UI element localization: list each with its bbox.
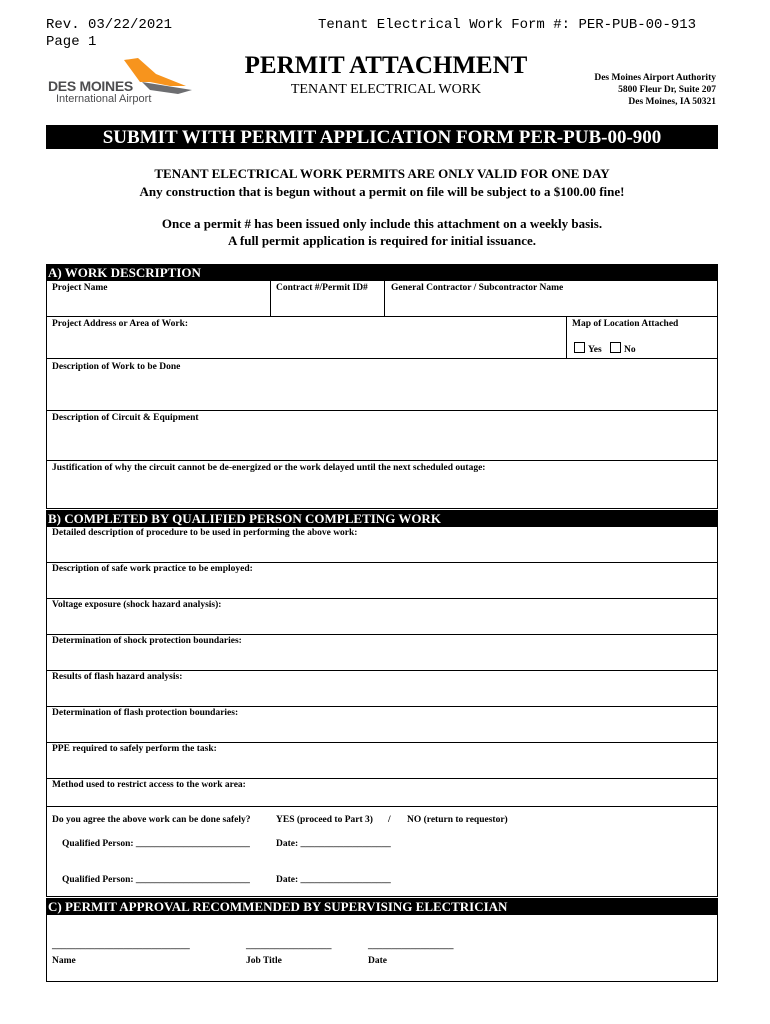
contractor-name-label: General Contractor / Subcontractor Name [391, 283, 564, 293]
address-line-2: 5800 Fleur Dr, Suite 207 [618, 85, 716, 95]
agree-yes-option[interactable]: YES (proceed to Part 3) [276, 815, 373, 825]
qualified-person-1[interactable]: Qualified Person: ________________________ [62, 839, 250, 849]
voltage-exposure-field[interactable] [47, 613, 717, 633]
circuit-description-field[interactable] [47, 426, 717, 459]
notice-valid-one-day: TENANT ELECTRICAL WORK PERMITS ARE ONLY VALID FOR ONE DAY [154, 166, 610, 181]
work-description-label: Description of Work to be Done [52, 362, 181, 372]
safe-work-practice-label: Description of safe work practice to be employed: [52, 564, 253, 574]
no-label: No [624, 345, 636, 355]
agree-separator: / [388, 815, 391, 825]
page-number: Page 1 [46, 34, 97, 50]
supervisor-date-label: Date [368, 956, 387, 966]
page-subtitle: TENANT ELECTRICAL WORK [290, 82, 482, 97]
submit-banner: SUBMIT WITH PERMIT APPLICATION FORM PER-PUB-00-900 [46, 125, 718, 149]
revision-date: Rev. 03/22/2021 [46, 17, 173, 33]
justification-field[interactable] [47, 476, 717, 508]
notice-weekly: Once a permit # has been issued only include this attachment on a weekly basis. [161, 216, 603, 231]
notice-full-application: A full permit application is required for initial issuance. [227, 233, 537, 248]
procedure-field[interactable] [47, 541, 717, 561]
contract-id-field[interactable] [271, 296, 383, 315]
qualified-date-1[interactable]: Date: ___________________ [276, 839, 391, 849]
logo-text-des-moines: DES MOINES [48, 78, 133, 94]
circuit-description-label: Description of Circuit & Equipment [52, 413, 199, 423]
shock-boundaries-label: Determination of shock protection boundaries: [52, 636, 242, 646]
ppe-field[interactable] [47, 757, 717, 777]
form-number: Tenant Electrical Work Form #: PER-PUB-00-913 [318, 17, 697, 33]
restrict-access-field[interactable] [47, 793, 717, 805]
supervisor-name-label: Name [52, 956, 76, 966]
yes-label: Yes [588, 345, 602, 355]
restrict-access-label: Method used to restrict access to the work area: [52, 780, 246, 790]
procedure-label: Detailed description of procedure to be used in performing the above work: [52, 528, 358, 538]
notice-fine: Any construction that is begun without a permit on file will be subject to a $100.00 fine! [139, 184, 625, 199]
justification-label: Justification of why the circuit cannot be de-energized or the work delayed until the next scheduled outage: [52, 463, 486, 473]
des-moines-airport-logo [46, 56, 196, 108]
contract-id-label: Contract #/Permit ID# [276, 283, 368, 293]
flash-boundaries-field[interactable] [47, 721, 717, 741]
authority-address [560, 72, 716, 108]
project-address-label: Project Address or Area of Work: [52, 319, 189, 329]
qualified-person-2[interactable]: Qualified Person: ________________________ [62, 875, 250, 885]
ppe-label: PPE required to safely perform the task: [52, 744, 217, 754]
map-attached-label: Map of Location Attached [572, 319, 679, 329]
section-b-heading: B) COMPLETED BY QUALIFIED PERSON COMPLETING WORK [46, 510, 718, 526]
flash-hazard-label: Results of flash hazard analysis: [52, 672, 183, 682]
page-title: PERMIT ATTACHMENT [244, 52, 528, 79]
no-checkbox[interactable] [610, 342, 621, 353]
flash-hazard-field[interactable] [47, 685, 717, 705]
logo-text-international-airport: International Airport [56, 93, 152, 105]
safe-work-practice-field[interactable] [47, 577, 717, 597]
supervisor-title-line[interactable]: __________________ [246, 941, 332, 951]
project-name-label: Project Name [52, 283, 108, 293]
address-line-3: Des Moines, IA 50321 [628, 97, 716, 107]
supervisor-title-label: Job Title [246, 956, 282, 966]
project-address-field[interactable] [47, 332, 565, 357]
section-c-heading: C) PERMIT APPROVAL RECOMMENDED BY SUPERVISING ELECTRICIAN [46, 898, 718, 914]
work-description-field[interactable] [47, 375, 717, 409]
project-name-field[interactable] [47, 296, 269, 315]
agree-question: Do you agree the above work can be done safely? [52, 815, 251, 825]
supervisor-date-line[interactable]: __________________ [368, 941, 454, 951]
agree-no-option[interactable]: NO (return to requestor) [407, 815, 508, 825]
qualified-date-2[interactable]: Date: ___________________ [276, 875, 391, 885]
supervisor-name-line[interactable]: _____________________________ [52, 941, 190, 951]
address-line-1: Des Moines Airport Authority [594, 73, 716, 83]
yes-checkbox[interactable] [574, 342, 585, 353]
voltage-exposure-label: Voltage exposure (shock hazard analysis): [52, 600, 222, 610]
map-yes-option[interactable] [574, 342, 602, 355]
section-a-heading: A) WORK DESCRIPTION [46, 264, 718, 280]
contractor-name-field[interactable] [385, 296, 717, 315]
flash-boundaries-label: Determination of flash protection boundaries: [52, 708, 239, 718]
map-no-option[interactable] [610, 342, 636, 355]
shock-boundaries-field[interactable] [47, 649, 717, 669]
